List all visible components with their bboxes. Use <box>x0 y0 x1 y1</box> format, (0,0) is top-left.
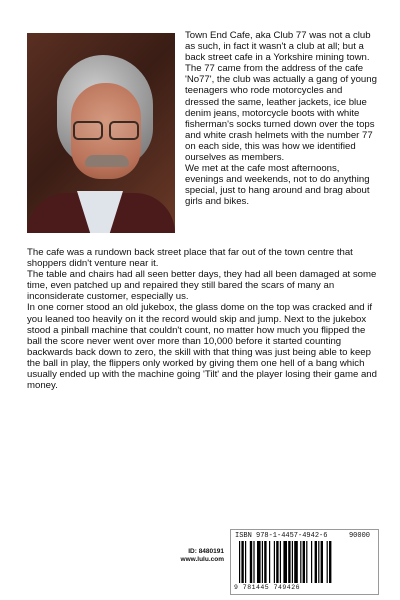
ean-digits: 9 781445 749426 <box>234 584 301 591</box>
publisher-id: ID: 8480191 <box>188 548 224 555</box>
barcode-icon <box>239 541 371 583</box>
author-photo <box>27 33 175 233</box>
isbn-text: ISBN 978-1-4457-4942-6 <box>235 532 328 540</box>
price-code: 90000 <box>348 532 370 540</box>
publisher-url: www.lulu.com <box>180 556 224 563</box>
barcode-box <box>230 529 379 595</box>
paragraph: Town End Cafe, aka Club 77 was not a club as such, in fact it wasn't a club at all; but a back street cafe in a Yorkshire mining town. <box>185 30 371 64</box>
publisher-mark <box>174 548 224 564</box>
paragraph: We met at the cafe most afternoons, evenings and weekends, not to do anything special, just to hang around and brag about girls and bikes. <box>185 163 370 208</box>
paragraph: The 77 came from the address of the cafe 'No77', the club was actually a gang of young teenagers who rode motorcycles and dressed the same, leather jackets, ice blue denim jeans, motorcycle boots with white fisherman's socks turned down over the tops and white crash helmets with the number 77 on each side, this was how we identified ourselves as members. <box>185 63 377 164</box>
full-width-text <box>27 247 377 391</box>
side-text <box>185 30 377 208</box>
paragraph: In one corner stood an old jukebox, the glass dome on the top was cracked and if you leaned too heavily on it the record would skip and jump. Next to the jukebox stood a pinball machine that couldn't count, no matter how much you flipped the ball the score never went over more than 10,000 before it started counting backwards back down to zero, the skill with that thing was just being able to keep the ball in play, the flippers only worked by giving them one hell of a bang which usually ended up with the machine going 'Tilt' and the player losing their game and money. <box>27 302 377 392</box>
paragraph: The table and chairs had all seen better days, they had all been damaged at some time, even patched up and repaired they still bared the scars of many an inconsiderate customer, especially us. <box>27 269 377 303</box>
paragraph: The cafe was a rundown back street place that far out of the town centre that shoppers didn't venture near it. <box>27 247 353 270</box>
